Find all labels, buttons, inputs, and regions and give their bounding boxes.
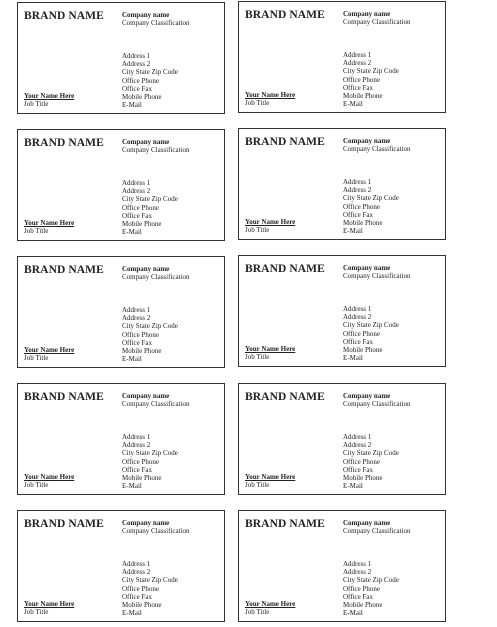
brand-name: BRAND NAME xyxy=(245,391,325,403)
job-title: Job Title xyxy=(24,100,49,108)
city-state-zip: City State Zip Code xyxy=(122,68,178,77)
address-line-1: Address 1 xyxy=(343,178,372,186)
office-fax: Office Fax xyxy=(122,211,152,220)
company-classification: Company Classification xyxy=(122,527,190,535)
business-card xyxy=(17,129,225,241)
contact-details xyxy=(122,560,178,617)
business-card xyxy=(17,256,225,368)
address-line-1: Address 1 xyxy=(343,560,372,568)
office-phone: Office Phone xyxy=(122,330,159,339)
office-phone: Office Phone xyxy=(122,203,159,212)
company-classification: Company Classification xyxy=(343,18,411,26)
person-name: Your Name Here xyxy=(24,92,75,100)
mobile-phone: Mobile Phone xyxy=(122,92,162,101)
office-fax: Office Fax xyxy=(343,592,373,601)
office-phone: Office Phone xyxy=(122,457,159,466)
job-title: Job Title xyxy=(24,227,49,235)
company-classification: Company Classification xyxy=(122,19,190,27)
company-name: Company name xyxy=(343,137,391,145)
contact-details xyxy=(343,560,399,617)
address-line-2: Address 2 xyxy=(122,568,151,577)
person-name: Your Name Here xyxy=(245,473,296,481)
brand-name: BRAND NAME xyxy=(245,518,325,530)
company-classification: Company Classification xyxy=(343,400,411,408)
job-title: Job Title xyxy=(245,481,270,489)
contact-details xyxy=(122,52,178,109)
email: E-Mail xyxy=(122,355,142,364)
job-title: Job Title xyxy=(245,608,270,616)
address-line-2: Address 2 xyxy=(343,186,372,195)
city-state-zip: City State Zip Code xyxy=(122,576,178,585)
office-fax: Office Fax xyxy=(343,465,373,474)
job-title: Job Title xyxy=(245,99,270,107)
city-state-zip: City State Zip Code xyxy=(343,194,399,203)
office-fax: Office Fax xyxy=(343,210,373,219)
person-name: Your Name Here xyxy=(245,345,296,353)
person-name: Your Name Here xyxy=(245,600,296,608)
email: E-Mail xyxy=(122,482,142,491)
brand-name: BRAND NAME xyxy=(24,10,104,22)
office-fax: Office Fax xyxy=(343,83,373,92)
office-phone: Office Phone xyxy=(122,76,159,85)
city-state-zip: City State Zip Code xyxy=(343,576,399,585)
mobile-phone: Mobile Phone xyxy=(343,345,383,354)
company-name: Company name xyxy=(122,11,170,19)
email: E-Mail xyxy=(343,100,363,109)
email: E-Mail xyxy=(343,482,363,491)
city-state-zip: City State Zip Code xyxy=(343,321,399,330)
person-name: Your Name Here xyxy=(24,473,75,481)
job-title: Job Title xyxy=(245,353,270,361)
address-line-1: Address 1 xyxy=(122,433,151,441)
company-name: Company name xyxy=(343,264,391,272)
business-card xyxy=(238,383,446,495)
office-phone: Office Phone xyxy=(343,75,380,84)
contact-details xyxy=(343,51,399,108)
office-phone: Office Phone xyxy=(343,329,380,338)
mobile-phone: Mobile Phone xyxy=(122,219,162,228)
business-card xyxy=(238,1,446,113)
office-phone: Office Phone xyxy=(343,457,380,466)
contact-details xyxy=(343,305,399,362)
address-line-2: Address 2 xyxy=(343,313,372,322)
person-name: Your Name Here xyxy=(24,600,75,608)
address-line-2: Address 2 xyxy=(122,441,151,450)
person-name: Your Name Here xyxy=(24,346,75,354)
contact-details xyxy=(122,306,178,363)
brand-name: BRAND NAME xyxy=(245,263,325,275)
contact-details xyxy=(343,433,399,490)
email: E-Mail xyxy=(343,609,363,618)
business-card xyxy=(17,2,225,114)
address-line-2: Address 2 xyxy=(343,59,372,68)
office-fax: Office Fax xyxy=(122,338,152,347)
person-name: Your Name Here xyxy=(24,219,75,227)
office-phone: Office Phone xyxy=(343,202,380,211)
address-line-2: Address 2 xyxy=(122,60,151,69)
company-classification: Company Classification xyxy=(122,273,190,281)
office-fax: Office Fax xyxy=(122,592,152,601)
email: E-Mail xyxy=(122,101,142,110)
email: E-Mail xyxy=(343,354,363,363)
city-state-zip: City State Zip Code xyxy=(122,322,178,331)
address-line-1: Address 1 xyxy=(343,433,372,441)
business-card xyxy=(17,510,225,622)
company-name: Company name xyxy=(122,392,170,400)
office-phone: Office Phone xyxy=(122,584,159,593)
brand-name: BRAND NAME xyxy=(24,137,104,149)
email: E-Mail xyxy=(122,609,142,618)
city-state-zip: City State Zip Code xyxy=(122,195,178,204)
brand-name: BRAND NAME xyxy=(24,264,104,276)
office-phone: Office Phone xyxy=(343,584,380,593)
company-name: Company name xyxy=(122,138,170,146)
address-line-2: Address 2 xyxy=(343,441,372,450)
brand-name: BRAND NAME xyxy=(24,391,104,403)
email: E-Mail xyxy=(122,228,142,237)
person-name: Your Name Here xyxy=(245,91,296,99)
person-name: Your Name Here xyxy=(245,218,296,226)
city-state-zip: City State Zip Code xyxy=(122,449,178,458)
address-line-1: Address 1 xyxy=(122,306,151,314)
company-name: Company name xyxy=(122,519,170,527)
job-title: Job Title xyxy=(245,226,270,234)
company-name: Company name xyxy=(343,392,391,400)
address-line-1: Address 1 xyxy=(122,560,151,568)
business-card xyxy=(17,383,225,495)
address-line-1: Address 1 xyxy=(122,179,151,187)
contact-details xyxy=(343,178,399,235)
company-classification: Company Classification xyxy=(122,146,190,154)
office-fax: Office Fax xyxy=(122,465,152,474)
mobile-phone: Mobile Phone xyxy=(122,346,162,355)
company-name: Company name xyxy=(122,265,170,273)
city-state-zip: City State Zip Code xyxy=(343,67,399,76)
brand-name: BRAND NAME xyxy=(245,136,325,148)
company-name: Company name xyxy=(343,10,391,18)
address-line-1: Address 1 xyxy=(343,305,372,313)
company-classification: Company Classification xyxy=(343,145,411,153)
business-card xyxy=(238,510,446,622)
office-fax: Office Fax xyxy=(343,337,373,346)
mobile-phone: Mobile Phone xyxy=(343,218,383,227)
city-state-zip: City State Zip Code xyxy=(343,449,399,458)
company-name: Company name xyxy=(343,519,391,527)
mobile-phone: Mobile Phone xyxy=(122,473,162,482)
brand-name: BRAND NAME xyxy=(245,9,325,21)
address-line-1: Address 1 xyxy=(122,52,151,60)
mobile-phone: Mobile Phone xyxy=(122,600,162,609)
job-title: Job Title xyxy=(24,481,49,489)
contact-details xyxy=(122,179,178,236)
mobile-phone: Mobile Phone xyxy=(343,473,383,482)
address-line-2: Address 2 xyxy=(343,568,372,577)
contact-details xyxy=(122,433,178,490)
address-line-2: Address 2 xyxy=(122,314,151,323)
email: E-Mail xyxy=(343,227,363,236)
job-title: Job Title xyxy=(24,608,49,616)
mobile-phone: Mobile Phone xyxy=(343,91,383,100)
business-card xyxy=(238,128,446,240)
address-line-2: Address 2 xyxy=(122,187,151,196)
address-line-1: Address 1 xyxy=(343,51,372,59)
company-classification: Company Classification xyxy=(122,400,190,408)
business-card xyxy=(238,255,446,367)
office-fax: Office Fax xyxy=(122,84,152,93)
company-classification: Company Classification xyxy=(343,272,411,280)
mobile-phone: Mobile Phone xyxy=(343,600,383,609)
brand-name: BRAND NAME xyxy=(24,518,104,530)
job-title: Job Title xyxy=(24,354,49,362)
company-classification: Company Classification xyxy=(343,527,411,535)
